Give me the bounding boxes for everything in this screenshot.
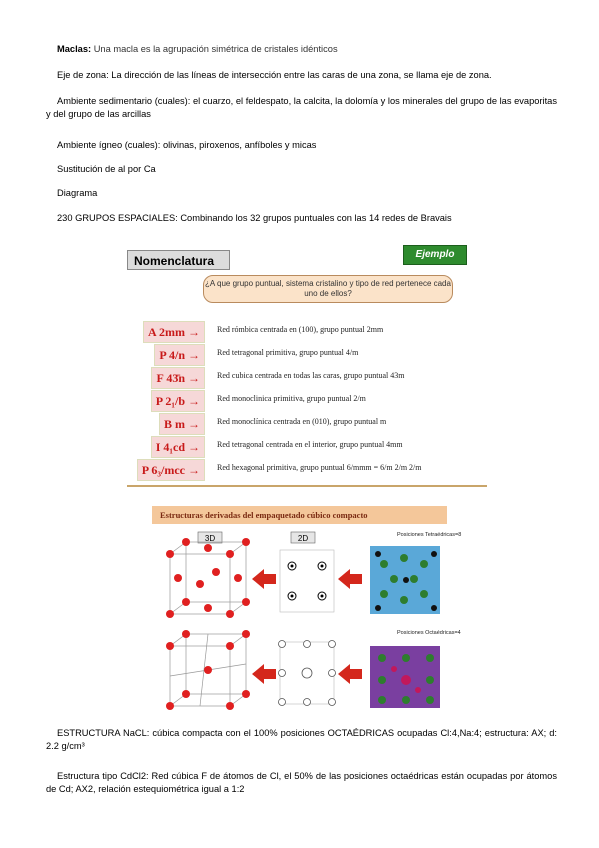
sedimentario-text: Ambiente sedimentario (cuales): el cuarzo, el feldespato, la calcita, la dolomía y los minerales del grupo de las evaporitas y del grupo de las arcillas [46,96,557,119]
estructuras-figure [152,506,462,711]
atoms-3d-bottom [166,630,250,710]
space-group-desc: Red monoclinica primitiva, grupo puntual 2/m [217,394,366,403]
space-group-symbol: P 6₃/mcc → [137,459,205,481]
arrow-left-icon [252,664,276,684]
space-group-desc: Red tetragonal primitiva, grupo puntual 4/m [217,348,359,357]
space-group-desc: Red hexagonal primitiva, grupo puntual 6/mmm = 6/m 2/m 2/m [217,463,422,472]
fcc-2d-top [280,550,334,612]
octahedral-model [370,646,440,708]
tetrahedral-model [370,546,440,614]
space-group-desc: Red cubica centrada en todas las caras, grupo puntual 43m [217,371,405,380]
tab-3d-label: 3D [204,534,216,543]
nacl-paragraph [46,727,557,753]
maclas-text: Una macla es la agrupación simétrica de cristales idénticos [91,44,338,54]
nomen-row [127,390,487,410]
cdcl2-text: Estructura tipo CdCl2: Red cúbica F de átomos de Cl, el 50% de las posiciones octaédricas están ocupadas por átomos de Cd; AX2, relación estequiométrica igual a 1:2 [46,771,557,794]
space-group-symbol: P 2₁/b → [151,390,205,412]
nacl-text: ESTRUCTURA NaCL: cúbica compacta con el 100% posiciones OCTAÉDRICAS ocupadas Cl:4,Na:4; estructura: AX; d: 2.2 g/cm³ [46,728,557,751]
space-group-desc: Red tetragonal centrada en el interior, grupo puntual 4mm [217,440,403,449]
space-group-symbol: F 43̄n → [151,367,205,389]
nomenclatura-title: Nomenclatura [127,250,230,270]
figure-underline [127,485,487,487]
maclas-label: Maclas: [57,44,92,54]
octa-label: Posiciones Octaédricas=4 [397,630,461,636]
diagrama-paragraph: Diagrama [57,188,98,198]
estructuras-diagram [152,524,462,711]
space-group-desc: Red monoclínica centrada en (010), grupo puntual m [217,417,387,426]
space-group-symbol: A 2mm → [143,321,205,343]
nomen-row [127,321,487,341]
atoms-3d-top [166,538,250,618]
space-group-desc: Red rómbica centrada en (100), grupo puntual 2mm [217,325,384,334]
arrow-left-icon [338,664,362,684]
eje-paragraph: Eje de zona: La dirección de las líneas de intersección entre las caras de una zona, se llama eje de zona. [57,70,492,80]
sustitucion-paragraph: Sustitución de al por Ca [57,164,156,174]
space-group-symbol: I 4₁cd → [151,436,205,458]
nomen-row [127,367,487,387]
nomen-row [127,436,487,456]
tetra-label: Posiciones Tetraédricas=8 [397,532,462,538]
ejemplo-badge: Ejemplo [403,245,467,265]
question-bubble: ¿A que grupo puntual, sistema cristalino y tipo de red pertenece cada uno de ellos? [203,275,453,303]
sedimentario-paragraph [46,95,557,121]
nomen-row [127,413,487,433]
arrow-left-icon [338,569,362,589]
nomen-row [127,344,487,364]
grupos-paragraph: 230 GRUPOS ESPACIALES: Combinando los 32 grupos puntuales con las 14 redes de Bravais [57,213,452,223]
cdcl2-paragraph [46,770,557,796]
nomenclatura-figure [127,245,487,489]
space-group-symbol: B m → [159,413,205,435]
arrow-left-icon [252,569,276,589]
igneo-paragraph: Ambiente ígneo (cuales): olivinas, piroxenos, anfíboles y micas [57,140,317,150]
nomen-row [127,459,487,479]
tab-2d-label: 2D [297,534,309,543]
maclas-paragraph [57,43,338,56]
space-group-symbol: P 4/n → [154,344,205,366]
estructuras-header: Estructuras derivadas del empaquetado cúbico compacto [152,506,447,524]
